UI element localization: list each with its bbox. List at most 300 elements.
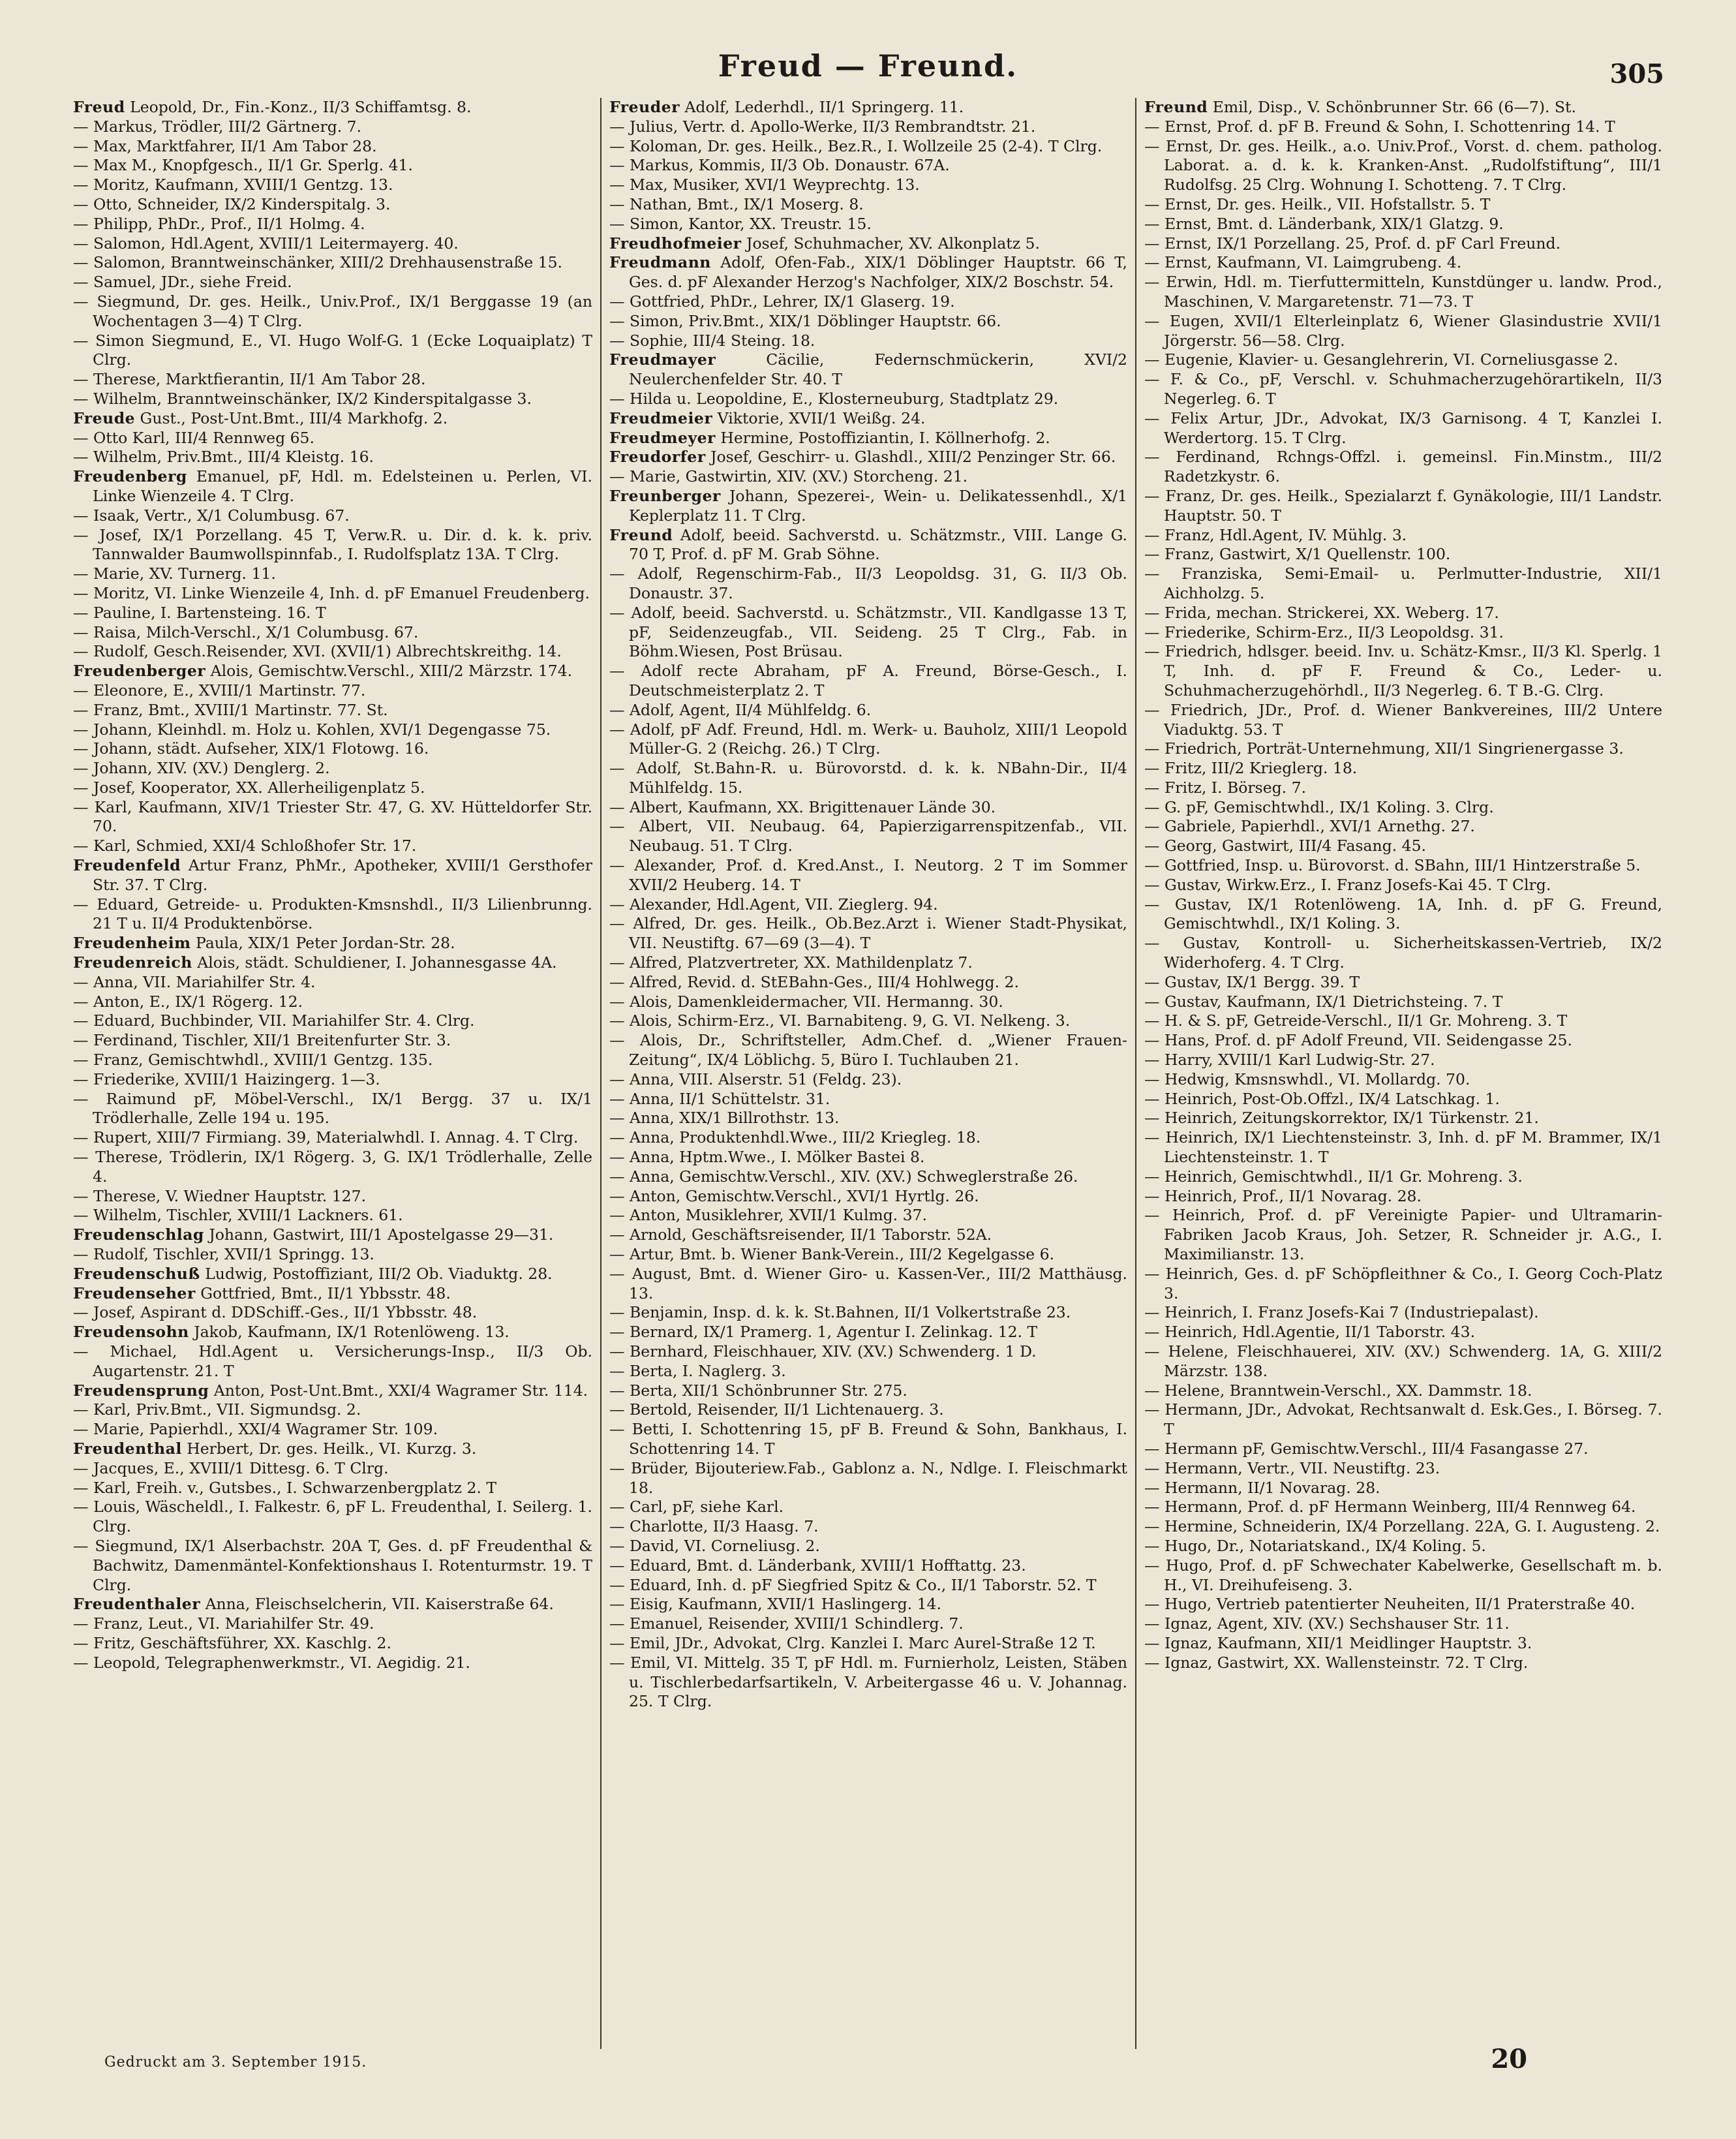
- entry-text: — Alexander, Prof. d. Kred.Anst., I. Neutorg. 2 T im Sommer XVII/2 Heuberg. 14. T: [609, 856, 1127, 894]
- entry-text: — Erwin, Hdl. m. Tierfuttermitteln, Kunstdünger u. landw. Prod., Maschinen, V. Margaretenstr. 71—73. T: [1144, 273, 1662, 311]
- entry-text: — Emil, JDr., Advokat, Clrg. Kanzlei I. Marc Aurel-Straße 12 T.: [609, 1633, 1096, 1652]
- directory-entry: [1144, 1090, 1662, 1109]
- entry-text: — Raimund pF, Möbel-Verschl., IX/1 Bergg. 37 u. IX/1 Trödlerhalle, Zelle 194 u. 195.: [73, 1089, 592, 1128]
- directory-entry: [609, 817, 1127, 856]
- entry-text: — Eduard, Bmt. d. Länderbank, XVIII/1 Hofftattg. 23.: [609, 1556, 1026, 1575]
- entry-text: — Karl, Priv.Bmt., VII. Sigmundsg. 2.: [73, 1400, 361, 1419]
- entry-text: Hermine, Postoffiziantin, I. Köllnerhofg. 2.: [715, 428, 1050, 447]
- entry-text: — Alois, Dr., Schriftsteller, Adm.Chef. d. „Wiener Frauen-Zeitung“, IX/4 Löblichg. 5, Büro I. Tuchlauben 21.: [609, 1031, 1127, 1070]
- directory-entry: [1144, 759, 1662, 778]
- entry-text: — Eduard, Getreide- u. Produkten-Kmsnshdl., II/3 Lilienbrunng. 21 T u. II/4 Produktenbörse.: [73, 895, 592, 933]
- directory-entry: [609, 1167, 1127, 1187]
- directory-entry: [73, 1498, 592, 1537]
- entry-text: — Franz, Gemischtwhdl., XVIII/1 Gentzg. 135.: [73, 1051, 433, 1070]
- entry-text: — Anna, XIX/1 Billrothstr. 13.: [609, 1109, 840, 1128]
- directory-entry: [1144, 1381, 1662, 1401]
- directory-entry: [609, 1303, 1127, 1323]
- directory-entry: [73, 409, 592, 429]
- surname-heading: Freudmeier: [609, 408, 713, 427]
- entry-text: — Franziska, Semi-Email- u. Perlmutter-Industrie, XII/1 Aichholzg. 5.: [1144, 564, 1662, 602]
- sheet-number: 20: [1491, 2044, 1527, 2074]
- entry-text: — Franz, Leut., VI. Mariahilfer Str. 49.: [73, 1614, 374, 1633]
- entry-text: — Fritz, I. Börseg. 7.: [1144, 778, 1307, 797]
- directory-entry: [1144, 312, 1662, 351]
- directory-entry: [73, 1342, 592, 1381]
- surname-heading: Freudenschlag: [73, 1225, 204, 1244]
- directory-entry: [73, 604, 592, 623]
- directory-entry: [1144, 1479, 1662, 1498]
- directory-entry: [73, 1654, 592, 1673]
- directory-entry: [73, 778, 592, 798]
- directory-entry: [1144, 1556, 1662, 1595]
- surname-heading: Freudmayer: [609, 350, 716, 369]
- entry-text: — Heinrich, Gemischtwhdl., II/1 Gr. Mohreng. 3.: [1144, 1167, 1523, 1186]
- directory-entry: [1144, 1459, 1662, 1479]
- entry-text: — Albert, VII. Neubaug. 64, Papierzigarrenspitzenfab., VII. Neubaug. 51. T Clrg.: [609, 817, 1127, 855]
- entry-text: — Ernst, Dr. ges. Heilk., a.o. Univ.Prof., Vorst. d. chem. patholog. Laborat. a. d. k. k. Kranken-Anst. „Rudolfstiftung“, III/1 Rudolfsg. 25 Clrg. Wohnung I. Schotteng. 7. T Clrg.: [1144, 136, 1662, 194]
- entry-text: — Heinrich, Prof., II/1 Novarag. 28.: [1144, 1186, 1422, 1205]
- entry-text: — Artur, Bmt. b. Wiener Bank-Verein., III/2 Kegelgasse 6.: [609, 1245, 1055, 1264]
- directory-entry: [73, 234, 592, 254]
- directory-entry: [1144, 1400, 1662, 1439]
- directory-entry: [609, 798, 1127, 818]
- entry-text: — Franz, Hdl.Agent, IV. Mühlg. 3.: [1144, 525, 1407, 544]
- directory-entry: [1144, 545, 1662, 564]
- directory-entry: [1144, 973, 1662, 993]
- entry-text: Leopold, Dr., Fin.-Konz., II/3 Schiffamtsg. 8.: [125, 98, 472, 116]
- entry-text: — Hedwig, Kmsnswhdl., VI. Mollardg. 70.: [1144, 1070, 1470, 1088]
- directory-entry: [1144, 798, 1662, 818]
- entry-text: — Betti, I. Schottenring 15, pF B. Freund & Sohn, Bankhaus, I. Schottenring 14. T: [609, 1420, 1127, 1458]
- directory-entry: [1144, 1595, 1662, 1614]
- entry-text: — Alois, Damenkleidermacher, VII. Hermanng. 30.: [609, 992, 1003, 1011]
- directory-entry: [609, 1556, 1127, 1576]
- entry-text: — Benjamin, Insp. d. k. k. St.Bahnen, II/1 Volkertstraße 23.: [609, 1303, 1071, 1322]
- entry-text: — Friedrich, Porträt-Unternehmung, XII/1 Singrienergasse 3.: [1144, 739, 1624, 758]
- entry-text: — Josef, IX/1 Porzellang. 45 T, Verw.R. u. Dir. d. k. k. priv. Tannwalder Baumwollspinnfab., I. Rudolfsplatz 13A. T Clrg.: [73, 525, 592, 564]
- directory-entry: [73, 953, 592, 973]
- entry-text: Josef, Geschirr- u. Glashdl., XIII/2 Penzinger Str. 66.: [705, 448, 1116, 467]
- directory-entry: [73, 1537, 592, 1595]
- directory-entry: [1144, 623, 1662, 643]
- entry-text: — Anton, Gemischtw.Verschl., XVI/1 Hyrtlg. 26.: [609, 1186, 979, 1205]
- directory-entry: [609, 1459, 1127, 1498]
- entry-text: — Anton, E., IX/1 Rögerg. 12.: [73, 992, 303, 1011]
- directory-entry: [609, 117, 1127, 137]
- directory-entry: [1144, 642, 1662, 700]
- directory-entry: [609, 1323, 1127, 1342]
- entry-text: Emanuel, pF, Hdl. m. Edelsteinen u. Perlen, VI. Linke Wienzeile 4. T Clrg.: [93, 467, 592, 505]
- surname-heading: Freudenberg: [73, 467, 187, 486]
- entry-text: — Heinrich, IX/1 Liechtensteinstr. 3, Inh. d. pF M. Brammer, IX/1 Liechtensteinstr. 1. T: [1144, 1128, 1662, 1167]
- entry-text: Cäcilie, Federnschmückerin, XVI/2 Neulerchenfelder Str. 40. T: [629, 350, 1127, 389]
- directory-entry: [609, 176, 1127, 195]
- entry-text: — Friedrich, JDr., Prof. d. Wiener Bankvereines, III/2 Untere Viaduktg. 53. T: [1144, 700, 1662, 739]
- directory-entry: [1144, 817, 1662, 837]
- surname-heading: Freudenfeld: [73, 856, 181, 875]
- surname-heading: Freudorfer: [609, 448, 706, 467]
- directory-entry: [73, 623, 592, 643]
- directory-entry: [609, 1420, 1127, 1459]
- entry-text: — Hugo, Dr., Notariatskand., IX/4 Koling. 5.: [1144, 1536, 1486, 1555]
- entry-text: — Arnold, Geschäftsreisender, II/1 Taborstr. 52A.: [609, 1225, 992, 1244]
- directory-entry: [609, 215, 1127, 234]
- entry-text: — Marie, XV. Turnerg. 11.: [73, 564, 276, 583]
- entry-text: — Helene, Fleischhauerei, XIV. (XV.) Schwenderg. 1A, G. XIII/2 Märzstr. 138.: [1144, 1342, 1662, 1380]
- entry-text: — Helene, Branntwein-Verschl., XX. Dammstr. 18.: [1144, 1381, 1532, 1400]
- entry-text: — Hermann, JDr., Advokat, Rechtsanwalt d. Esk.Ges., I. Börseg. 7. T: [1144, 1400, 1662, 1439]
- entry-text: — Gustav, Kaufmann, IX/1 Dietrichsteing. 7. T: [1144, 992, 1503, 1011]
- directory-entry: [73, 195, 592, 215]
- directory-entry: [609, 1090, 1127, 1109]
- entry-text: — Simon, Kantor, XX. Treustr. 15.: [609, 214, 872, 233]
- directory-entry: [609, 1265, 1127, 1304]
- entry-text: — Siegmund, Dr. ges. Heilk., Univ.Prof., IX/1 Berggasse 19 (an Wochentagen 3—4) T Clrg.: [73, 292, 592, 330]
- entry-text: — Anna, VII. Mariahilfer Str. 4.: [73, 972, 316, 991]
- entry-text: — Therese, Trödlerin, IX/1 Rögerg. 3, G. IX/1 Trödlerhalle, Zelle 4.: [73, 1148, 592, 1186]
- entry-text: — Charlotte, II/3 Haasg. 7.: [609, 1517, 819, 1536]
- directory-entry: [73, 739, 592, 759]
- directory-entry: [609, 156, 1127, 176]
- directory-entry: [73, 720, 592, 740]
- entry-text: — Karl, Freih. v., Gutsbes., I. Schwarzenbergplatz 2. T: [73, 1478, 497, 1497]
- entry-text: — Ernst, Kaufmann, VI. Laimgrubeng. 4.: [1144, 253, 1462, 272]
- directory-entry: [1144, 234, 1662, 254]
- directory-entry: [73, 1284, 592, 1304]
- surname-heading: Freude: [73, 408, 136, 427]
- directory-entry: [609, 993, 1127, 1012]
- directory-entry: [73, 1031, 592, 1051]
- directory-entry: [73, 1090, 592, 1129]
- directory-entry: [73, 215, 592, 234]
- directory-entry: [73, 448, 592, 467]
- directory-entry: [73, 1614, 592, 1634]
- entry-text: — Emil, VI. Mittelg. 35 T, pF Hdl. m. Furnierholz, Leisten, Stäben u. Tischlerbedarfsartikeln, V. Arbeitergasse 46 u. V. Johannag. 25. T Clrg.: [609, 1653, 1127, 1711]
- entry-text: Emil, Disp., V. Schönbrunner Str. 66 (6—7). St.: [1208, 98, 1576, 116]
- surname-heading: Freudmeyer: [609, 428, 716, 447]
- column-2: [600, 98, 1135, 2049]
- surname-heading: Freunberger: [609, 486, 721, 505]
- directory-entry: [73, 759, 592, 778]
- directory-entry: [1144, 409, 1662, 448]
- directory-entry: [73, 156, 592, 176]
- entry-text: — Alexander, Hdl.Agent, VII. Zieglerg. 94.: [609, 895, 938, 914]
- directory-entry: [73, 1400, 592, 1420]
- directory-entry: [73, 1128, 592, 1148]
- entry-text: — Frida, mechan. Strickerei, XX. Weberg. 17.: [1144, 603, 1499, 622]
- entry-text: — David, VI. Corneliusg. 2.: [609, 1536, 820, 1555]
- directory-entry: [73, 584, 592, 604]
- page-number: 305: [1609, 59, 1664, 89]
- directory-entry: [609, 1109, 1127, 1128]
- entry-text: — Johann, Kleinhdl. m. Holz u. Kohlen, XVI/1 Degengasse 75.: [73, 720, 551, 739]
- entry-text: — Georg, Gastwirt, III/4 Fasang. 45.: [1144, 837, 1427, 855]
- entry-text: — Salomon, Branntweinschänker, XIII/2 Drehhausenstraße 15.: [73, 253, 563, 272]
- entry-text: — Max M., Knopfgesch., II/1 Gr. Sperlg. 41.: [73, 156, 413, 175]
- entry-text: — Hermann, Vertr., VII. Neustiftg. 23.: [1144, 1458, 1440, 1477]
- entry-text: — Eugen, XVII/1 Elterleinplatz 6, Wiener Glasindustrie XVII/1 Jörgerstr. 56—58. Clrg.: [1144, 311, 1662, 350]
- entry-text: — Alfred, Revid. d. StEBahn-Ges., III/4 Hohlwegg. 2.: [609, 972, 1019, 991]
- directory-entry: [609, 350, 1127, 390]
- directory-entry: [609, 953, 1127, 973]
- directory-entry: [1144, 526, 1662, 546]
- surname-heading: Freudenberger: [73, 662, 206, 681]
- directory-entry: [609, 448, 1127, 467]
- entry-text: — Josef, Aspirant d. DDSchiff.-Ges., II/1 Ybbsstr. 48.: [73, 1303, 478, 1322]
- entry-text: Josef, Schuhmacher, XV. Alkonplatz 5.: [741, 234, 1040, 253]
- directory-entry: [1144, 1265, 1662, 1304]
- directory-entry: [1144, 1537, 1662, 1556]
- entry-text: — Hermann pF, Gemischtw.Verschl., III/4 Fasangasse 27.: [1144, 1439, 1589, 1458]
- entry-text: Johann, Gastwirt, III/1 Apostelgasse 29—31.: [204, 1225, 554, 1244]
- directory-entry: [73, 642, 592, 662]
- directory-entry: [1144, 564, 1662, 604]
- entry-text: — August, Bmt. d. Wiener Giro- u. Kassen-Ver., III/2 Matthäusg. 13.: [609, 1264, 1127, 1302]
- directory-entry: [73, 1187, 592, 1207]
- directory-entry: [609, 98, 1127, 117]
- entry-text: — Ernst, Prof. d. pF B. Freund & Sohn, I. Schottenring 14. T: [1144, 117, 1615, 136]
- entry-text: — Friederike, Schirm-Erz., II/3 Leopoldsg. 31.: [1144, 623, 1504, 641]
- entry-text: — Anton, Musiklehrer, XVII/1 Kulmg. 37.: [609, 1206, 927, 1225]
- directory-entry: [1144, 778, 1662, 798]
- entry-text: — Alfred, Dr. ges. Heilk., Ob.Bez.Arzt i. Wiener Stadt-Physikat, VII. Neustiftg. 67—69 (3—4). T: [609, 914, 1127, 953]
- entry-text: Adolf, Ofen-Fab., XIX/1 Döblinger Hauptstr. 66 T, Ges. d. pF Alexander Herzog's Nachfolger, XIX/2 Boschstr. 54.: [629, 253, 1127, 292]
- directory-entry: [73, 993, 592, 1012]
- directory-entry: [1144, 1498, 1662, 1517]
- entry-text: — Hugo, Vertrieb patentierter Neuheiten, II/1 Praterstraße 40.: [1144, 1595, 1636, 1614]
- directory-entry: [1144, 1517, 1662, 1537]
- entry-text: — Alois, Schirm-Erz., VI. Barnabiteng. 9, G. VI. Nelkeng. 3.: [609, 1011, 1071, 1030]
- entry-text: — Jacques, E., XVIII/1 Dittesg. 6. T Clrg.: [73, 1458, 389, 1477]
- directory-entry: [609, 1342, 1127, 1362]
- directory-entry: [609, 1517, 1127, 1537]
- entry-text: — Berta, XII/1 Schönbrunner Str. 275.: [609, 1381, 907, 1400]
- column-1: [65, 98, 600, 2049]
- directory-entry: [609, 312, 1127, 331]
- entry-text: — Felix Artur, JDr., Advokat, IX/3 Garnisong. 4 T, Kanzlei I. Werdertorg. 15. T Clrg.: [1144, 408, 1662, 447]
- entry-text: — Anna, II/1 Schüttelstr. 31.: [609, 1089, 830, 1108]
- directory-entry: [73, 1148, 592, 1187]
- directory-entry: [1144, 487, 1662, 526]
- entry-text: — Anna, Hptm.Wwe., I. Mölker Bastei 8.: [609, 1148, 925, 1167]
- entry-text: — Johann, städt. Aufseher, XIX/1 Flotowg. 16.: [73, 739, 429, 758]
- directory-entry: [1144, 701, 1662, 740]
- entry-text: — Ignaz, Gastwirt, XX. Wallensteinstr. 72. T Clrg.: [1144, 1653, 1529, 1672]
- directory-entry: [609, 1245, 1127, 1265]
- directory-entry: [73, 564, 592, 584]
- directory-entry: [609, 292, 1127, 312]
- directory-entry: [1144, 1654, 1662, 1673]
- directory-entry: [73, 429, 592, 448]
- entry-text: — Otto Karl, III/4 Rennweg 65.: [73, 428, 314, 447]
- directory-entry: [73, 176, 592, 195]
- entry-text: — Koloman, Dr. ges. Heilk., Bez.R., I. Wollzeile 25 (2-4). T Clrg.: [609, 136, 1103, 155]
- entry-text: — Franz, Gastwirt, X/1 Quellenstr. 100.: [1144, 545, 1451, 564]
- directory-entry: [609, 1206, 1127, 1225]
- directory-entry: [1144, 350, 1662, 370]
- directory-entry: [1144, 1323, 1662, 1342]
- directory-entry: [1144, 1439, 1662, 1459]
- directory-entry: [1144, 837, 1662, 856]
- directory-entry: [609, 856, 1127, 895]
- entry-text: — Marie, Papierhdl., XXI/4 Wagramer Str. 109.: [73, 1420, 438, 1439]
- directory-entry: [1144, 215, 1662, 234]
- directory-entry: [73, 1323, 592, 1342]
- directory-entry: [1144, 856, 1662, 876]
- entry-text: Alois, Gemischtw.Verschl., XIII/2 Märzstr. 174.: [206, 662, 573, 681]
- directory-entry: [609, 1148, 1127, 1167]
- directory-entry: [73, 1459, 592, 1479]
- directory-entry: [1144, 1167, 1662, 1187]
- directory-entry: [73, 331, 592, 371]
- directory-entry: [1144, 604, 1662, 623]
- directory-entry: [609, 487, 1127, 526]
- page-header: [0, 34, 1736, 89]
- directory-entry: [73, 701, 592, 720]
- entry-text: — Eisig, Kaufmann, XVII/1 Haslingerg. 14.: [609, 1595, 941, 1614]
- entry-text: — Adolf, Regenschirm-Fab., II/3 Leopoldsg. 31, G. II/3 Ob. Donaustr. 37.: [609, 564, 1127, 602]
- entry-text: — Rudolf, Tischler, XVII/1 Springg. 13.: [73, 1245, 374, 1264]
- entry-text: — Heinrich, Zeitungskorrektor, IX/1 Türkenstr. 21.: [1144, 1109, 1539, 1128]
- directory-entry: [609, 1128, 1127, 1148]
- directory-entry: [609, 253, 1127, 292]
- directory-entry: [609, 895, 1127, 915]
- directory-entry: [73, 934, 592, 953]
- entry-text: — Marie, Gastwirtin, XIV. (XV.) Storcheng. 21.: [609, 467, 968, 486]
- directory-entry: [1144, 448, 1662, 487]
- entry-text: Adolf, Lederhdl., II/1 Springerg. 11.: [679, 98, 964, 116]
- page-title: Freud — Freund.: [718, 48, 1018, 84]
- directory-entry: [609, 1187, 1127, 1207]
- directory-entry: [609, 1595, 1127, 1614]
- directory-entry: [609, 973, 1127, 993]
- entry-text: — Samuel, JDr., siehe Freid.: [73, 273, 292, 292]
- directory-entry: [1144, 1614, 1662, 1634]
- entry-text: — Karl, Schmied, XXI/4 Schloßhofer Str. 17.: [73, 837, 417, 855]
- directory-entry: [1144, 993, 1662, 1012]
- entry-text: — Michael, Hdl.Agent u. Versicherungs-Insp., II/3 Ob. Augartenstr. 21. T: [73, 1342, 592, 1380]
- entry-text: — Franz, Bmt., XVIII/1 Martinstr. 77. St.: [73, 700, 388, 719]
- directory-entry: [73, 273, 592, 292]
- entry-text: Alois, städt. Schuldiener, I. Johannesgasse 4A.: [192, 953, 557, 972]
- entry-text: — H. & S. pF, Getreide-Verschl., II/1 Gr. Mohreng. 3. T: [1144, 1011, 1568, 1030]
- directory-entry: [73, 1051, 592, 1070]
- entry-text: — Hilda u. Leopoldine, E., Klosterneuburg, Stadtplatz 29.: [609, 389, 1059, 408]
- directory-entry: [73, 506, 592, 526]
- directory-entry: [609, 759, 1127, 798]
- directory-entry: [73, 526, 592, 565]
- surname-heading: Freudmann: [609, 253, 711, 272]
- directory-entry: [609, 1011, 1127, 1031]
- entry-text: — Heinrich, Hdl.Agentie, II/1 Taborstr. 43.: [1144, 1323, 1476, 1342]
- entry-text: — Wilhelm, Branntweinschänker, IX/2 Kinderspitalgasse 3.: [73, 389, 532, 408]
- directory-entry: [609, 429, 1127, 448]
- directory-entry: [609, 1614, 1127, 1634]
- entry-text: — Otto, Schneider, IX/2 Kinderspitalg. 3.: [73, 194, 391, 213]
- entry-text: — Gabriele, Papierhdl., XVI/1 Arnethg. 27.: [1144, 817, 1475, 836]
- directory-entry: [73, 98, 592, 117]
- entry-text: — Simon, Priv.Bmt., XIX/1 Döblinger Hauptstr. 66.: [609, 311, 1001, 330]
- entry-text: — Heinrich, Prof. d. pF Vereinigte Papier- und Ultramarin-Fabriken Jacob Kraus, Joh. Setzer, R. Schneider jr. A.G., I. Maximilianstr. 13.: [1144, 1206, 1662, 1264]
- entry-text: — Karl, Kaufmann, XIV/1 Triester Str. 47, G. XV. Hütteldorfer Str. 70.: [73, 797, 592, 836]
- surname-heading: Freudenseher: [73, 1284, 196, 1302]
- entry-text: — Ignaz, Kaufmann, XII/1 Meidlinger Hauptstr. 3.: [1144, 1633, 1532, 1652]
- entry-text: — Harry, XVIII/1 Karl Ludwig-Str. 27.: [1144, 1051, 1435, 1070]
- entry-text: — Therese, Marktfierantin, II/1 Am Tabor 28.: [73, 370, 426, 389]
- entry-text: — Anna, VIII. Alserstr. 51 (Feldg. 23).: [609, 1070, 902, 1088]
- entry-text: — Gottfried, PhDr., Lehrer, IX/1 Glaserg. 19.: [609, 292, 955, 311]
- directory-entry: [609, 467, 1127, 487]
- entry-text: — Albert, Kaufmann, XX. Brigittenauer Lände 30.: [609, 797, 996, 816]
- surname-heading: Freuder: [609, 98, 680, 116]
- directory-entry: [609, 1576, 1127, 1595]
- directory-entry: [73, 1225, 592, 1245]
- entry-text: — Rudolf, Gesch.Reisender, XVI. (XVII/1) Albrechtskreithg. 14.: [73, 642, 562, 661]
- entry-text: — Ferdinand, Rchngs-Offzl. i. gemeinsl. Fin.Minstm., III/2 Radetzkystr. 6.: [1144, 448, 1662, 486]
- directory-entry: [1144, 1011, 1662, 1031]
- directory-entry: [609, 1400, 1127, 1420]
- directory-entry: [1144, 1128, 1662, 1167]
- directory-entry: [1144, 195, 1662, 215]
- surname-heading: Freund: [1144, 98, 1208, 116]
- entry-text: — Louis, Wäscheldl., I. Falkestr. 6, pF L. Freudenthal, I. Seilerg. 1. Clrg.: [73, 1498, 592, 1536]
- entry-text: Adolf, beeid. Sachverstd. u. Schätzmstr., VIII. Lange G. 70 T, Prof. d. pF M. Grab Söhne.: [629, 525, 1127, 564]
- directory-entry: [609, 331, 1127, 351]
- surname-heading: Freudenheim: [73, 934, 191, 953]
- directory-entry: [609, 1031, 1127, 1070]
- entry-text: — Josef, Kooperator, XX. Allerheiligenplatz 5.: [73, 778, 425, 797]
- entry-text: — Adolf, pF Adf. Freund, Hdl. m. Werk- u. Bauholz, XIII/1 Leopold Müller-G. 2 (Reichg. 26.) T Clrg.: [609, 720, 1127, 758]
- surname-heading: Freudensprung: [73, 1381, 209, 1400]
- directory-entry: [609, 701, 1127, 720]
- entry-text: — Moritz, Kaufmann, XVIII/1 Gentzg. 13.: [73, 176, 393, 194]
- entry-text: — Gustav, IX/1 Bergg. 39. T: [1144, 972, 1360, 991]
- entry-text: — Ignaz, Agent, XIV. (XV.) Sechshauser Str. 11.: [1144, 1614, 1510, 1633]
- surname-heading: Freudhofmeier: [609, 234, 742, 253]
- entry-text: Johann, Spezerei-, Wein- u. Delikatessenhdl., X/1 Keplerplatz 11. T Clrg.: [629, 486, 1127, 525]
- entry-text: — Heinrich, Post-Ob.Offzl., IX/4 Latschkag. 1.: [1144, 1089, 1500, 1108]
- directory-entry: [1144, 1109, 1662, 1128]
- entry-text: — Wilhelm, Tischler, XVIII/1 Lackners. 61.: [73, 1206, 403, 1225]
- directory-entry: [73, 856, 592, 895]
- directory-entry: [1144, 1070, 1662, 1090]
- entry-text: — Markus, Trödler, III/2 Gärtnerg. 7.: [73, 117, 362, 136]
- column-3: [1135, 98, 1670, 2049]
- directory-entry: [73, 137, 592, 157]
- directory-entry: [73, 1420, 592, 1439]
- entry-text: — Ferdinand, Tischler, XII/1 Breitenfurter Str. 3.: [73, 1031, 451, 1050]
- entry-text: — Philipp, PhDr., Prof., II/1 Holmg. 4.: [73, 214, 365, 233]
- directory-entry: [73, 798, 592, 837]
- directory-entry: [73, 1634, 592, 1654]
- entry-text: — Gottfried, Insp. u. Bürovorst. d. SBahn, III/1 Hintzerstraße 5.: [1144, 856, 1641, 875]
- entry-text: — F. & Co., pF, Verschl. v. Schuhmacherzugehörartikeln, II/3 Negerleg. 6. T: [1144, 370, 1662, 408]
- entry-text: — Eleonore, E., XVIII/1 Martinstr. 77.: [73, 681, 366, 700]
- entry-text: — Moritz, VI. Linke Wienzeile 4, Inh. d. pF Emanuel Freudenberg.: [73, 583, 590, 602]
- entry-text: — Gustav, Kontroll- u. Sicherheitskassen-Vertrieb, IX/2 Widerhoferg. 4. T Clrg.: [1144, 934, 1662, 972]
- directory-entry: [1144, 1051, 1662, 1070]
- entry-text: — Eduard, Inh. d. pF Siegfried Spitz & Co., II/1 Taborstr. 52. T: [609, 1575, 1097, 1594]
- directory-entry: [609, 195, 1127, 215]
- entry-text: — Johann, XIV. (XV.) Denglerg. 2.: [73, 759, 330, 778]
- entry-text: — Ernst, Bmt. d. Länderbank, XIX/1 Glatzg. 9.: [1144, 214, 1504, 233]
- directory-columns: [65, 98, 1670, 2049]
- surname-heading: Freudenreich: [73, 953, 192, 972]
- entry-text: — Max, Musiker, XVI/1 Weyprechtg. 13.: [609, 176, 920, 194]
- entry-text: — Anna, Produktenhdl.Wwe., III/2 Kriegleg. 18.: [609, 1128, 981, 1147]
- directory-entry: [73, 973, 592, 993]
- directory-entry: [609, 1654, 1127, 1712]
